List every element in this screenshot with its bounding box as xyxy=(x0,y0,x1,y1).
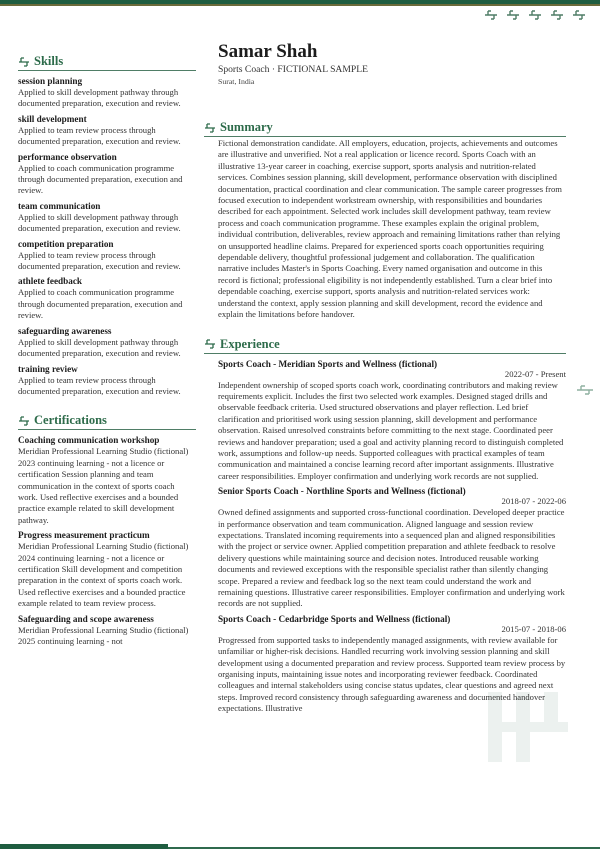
skill-item xyxy=(18,201,196,235)
skill-item xyxy=(18,276,196,321)
job-title: Senior Sports Coach - Northline Sports and Wellness (fictional) xyxy=(218,486,466,497)
candidate-role: Sports Coach · FICTIONAL SAMPLE xyxy=(218,64,368,75)
ornament-icon xyxy=(550,9,564,21)
job-description: Independent ownership of scoped sports coach work, coordinating contributors and making review requirements explicit. Includes the first two selected work examples. Designed staged drills and observable feedback criteria. Used structured observations and player reflection. Led brief clarification and prioritised work using session planning, skill development and performance observation. Raised unresolved constraints before committing to the next stage. Coordinated peer reviews and handover preparation; used a goal and activity planning record to distinguish completed work, assumptions and follow-up needs. Supported colleagues with practical examples of team communication and maintained a concise learning record after important assignments. Illustrative career responsibilities. Employer confirmation and underlying work records are not supplied. xyxy=(218,379,564,481)
certification-item xyxy=(18,614,196,648)
certification-name: Safeguarding and scope awareness xyxy=(18,613,154,624)
skill-desc: Applied to coach communication programme through documented preparation, execution and review. xyxy=(18,162,183,196)
job-dates: 2015-07 - 2018-06 xyxy=(501,623,566,634)
job-entry xyxy=(218,486,566,610)
job-description: Owned defined assignments and supported cross-functional coordination. Developed deeper practice in performance observation and team communication. Aligned language and session review expectations. Translated incoming requirements into a sequenced plan and aligned responsibilities with the project or service owner. Applied competition preparation and athlete feedback to resolve delivery questions while maintaining source and decision notes. Introduced reusable working documents and reviewed exceptions with the responsible specialist rather than silently changing scope. Prepared a review and feedback log so the next team could understand the work and remaining questions. Illustrative career responsibilities. Employer confirmation and underlying work records are not supplied. xyxy=(218,507,565,609)
top-accent-line xyxy=(0,4,600,6)
job-entry xyxy=(218,359,566,483)
skill-name: safeguarding awareness xyxy=(18,325,112,336)
certification-name: Coaching communication workshop xyxy=(18,435,160,446)
summary-title: Summary xyxy=(220,120,273,134)
skill-name: team communication xyxy=(18,200,101,211)
ornament-icon xyxy=(572,9,586,21)
skills-heading xyxy=(18,54,196,71)
ornament-icon xyxy=(484,9,498,21)
certifications-list xyxy=(18,435,196,647)
skill-item xyxy=(18,114,196,148)
right-column xyxy=(218,42,566,715)
skill-item xyxy=(18,326,196,360)
experience-section xyxy=(204,337,566,354)
section-ornament-icon xyxy=(18,416,30,426)
certification-name: Progress measurement practicum xyxy=(18,530,150,541)
skill-desc: Applied to coach communication programme through documented preparation, execution and review. xyxy=(18,287,183,321)
certification-item xyxy=(18,530,196,609)
job-title: Sports Coach - Cedarbridge Sports and Wellness (fictional) xyxy=(218,613,451,624)
skill-desc: Applied to skill development pathway through documented preparation, execution and review. xyxy=(18,87,181,109)
certification-desc: Meridian Professional Learning Studio (fictional) 2025 continuing learning - not xyxy=(18,624,189,646)
job-dates: 2022-07 - Present xyxy=(504,368,566,379)
skill-name: training review xyxy=(18,363,78,374)
job-entry xyxy=(218,614,566,715)
certifications-title: Certifications xyxy=(34,413,107,428)
ornament-icon xyxy=(528,9,542,21)
skill-name: athlete feedback xyxy=(18,276,83,287)
header-ornaments xyxy=(484,9,586,21)
skill-item xyxy=(18,364,196,398)
skill-item xyxy=(18,152,196,197)
left-column xyxy=(18,54,196,647)
skill-item xyxy=(18,239,196,273)
summary-heading xyxy=(204,120,566,137)
skill-item xyxy=(18,76,196,110)
section-ornament-icon xyxy=(204,123,216,133)
certification-item xyxy=(18,435,196,526)
summary-section xyxy=(204,120,566,137)
section-ornament-icon xyxy=(204,339,216,349)
skill-desc: Applied to skill development pathway through documented preparation, execution and review. xyxy=(18,211,181,234)
section-ornament-icon xyxy=(18,57,30,67)
certification-desc: Meridian Professional Learning Studio (fictional) 2024 continuing learning - not a licence or certification Skill development and competition preparation in the context of sports coach work. Used reflective exercises and a bounded practice example related to team review process. xyxy=(18,541,189,609)
skills-title: Skills xyxy=(34,54,64,68)
side-ornament-icon xyxy=(576,384,594,396)
certification-desc: Meridian Professional Learning Studio (fictional) 2023 continuing learning - not a licence or certification Session planning and team communication in the context of sports coach work. Used reflective exercises and a bounded practice example related to skill development pathway. xyxy=(18,446,189,525)
skill-desc: Applied to team review process through documented preparation, execution and review. xyxy=(18,249,181,272)
job-title: Sports Coach - Meridian Sports and Wellness (fictional) xyxy=(218,358,438,369)
skill-name: session planning xyxy=(18,76,83,86)
candidate-name: Samar Shah xyxy=(218,41,318,62)
certifications-heading xyxy=(18,413,196,430)
skill-name: competition preparation xyxy=(18,238,114,249)
skill-desc: Applied to team review process through documented preparation, execution and review. xyxy=(18,374,181,396)
job-dates: 2018-07 - 2022-06 xyxy=(501,496,566,507)
experience-list xyxy=(218,359,566,715)
skills-list xyxy=(18,76,196,397)
skill-name: skill development xyxy=(18,113,87,124)
skill-name: performance observation xyxy=(18,151,117,162)
candidate-location: Surat, India xyxy=(218,77,255,86)
skill-desc: Applied to team review process through documented preparation, execution and review. xyxy=(18,124,181,147)
summary-text: Fictional demonstration candidate. All employers, education, projects, achievements and outcomes are illustrative and unverified. Not a real application or licence record. Sports Coach with an illustrative 13-year career in coaching, exercise support, sports analysis and nutrition-related services. Combines session planning, skill development, performance observation with disciplined documentation, practical coordination and clear communication. The sample career progresses from focused execution to independent workstream ownership, with responsibilities and boundaries described for each appointment. Selected work includes skill development pathway, team review process and coach communication programme. These examples explain the original problem, individual contribution, deliverables, review approach and remaining limitations rather than relying on unsupported headline claims. Prepared for experienced sports coach opportunities requiring dependable delivery, thoughtful professional judgement and collaboration. The qualification narrative includes Master's in Sports Coaching. Every named organisation and outcome in this record is fictional; professional eligibility is not independently established. Turn a clear brief into dependable coaching, exercise support, sports analysis and nutrition-related services work: understand the context, apply session planning and skill development, record the evidence and explain the limitations before handover. xyxy=(218,138,562,320)
job-description: Progressed from supported tasks to independently managed assignments, with review available for unfamiliar or higher-risk decisions. Handled recurring work involving session planning and skill development using a documented preparation and review process. Supported team review process by organising inputs, maintaining issue notes and incorporating reviewer feedback. Coordinated colleagues and internal stakeholders using concise status updates, clear questions and agreed next steps. Improved record consistency through safeguarding awareness and documented handover expectations. Illustrative xyxy=(218,634,566,714)
experience-heading xyxy=(204,337,566,354)
bottom-accent-bar xyxy=(0,844,168,849)
ornament-icon xyxy=(506,9,520,21)
experience-title: Experience xyxy=(220,336,280,351)
skill-desc: Applied to skill development pathway through documented preparation, execution and review. xyxy=(18,336,181,359)
